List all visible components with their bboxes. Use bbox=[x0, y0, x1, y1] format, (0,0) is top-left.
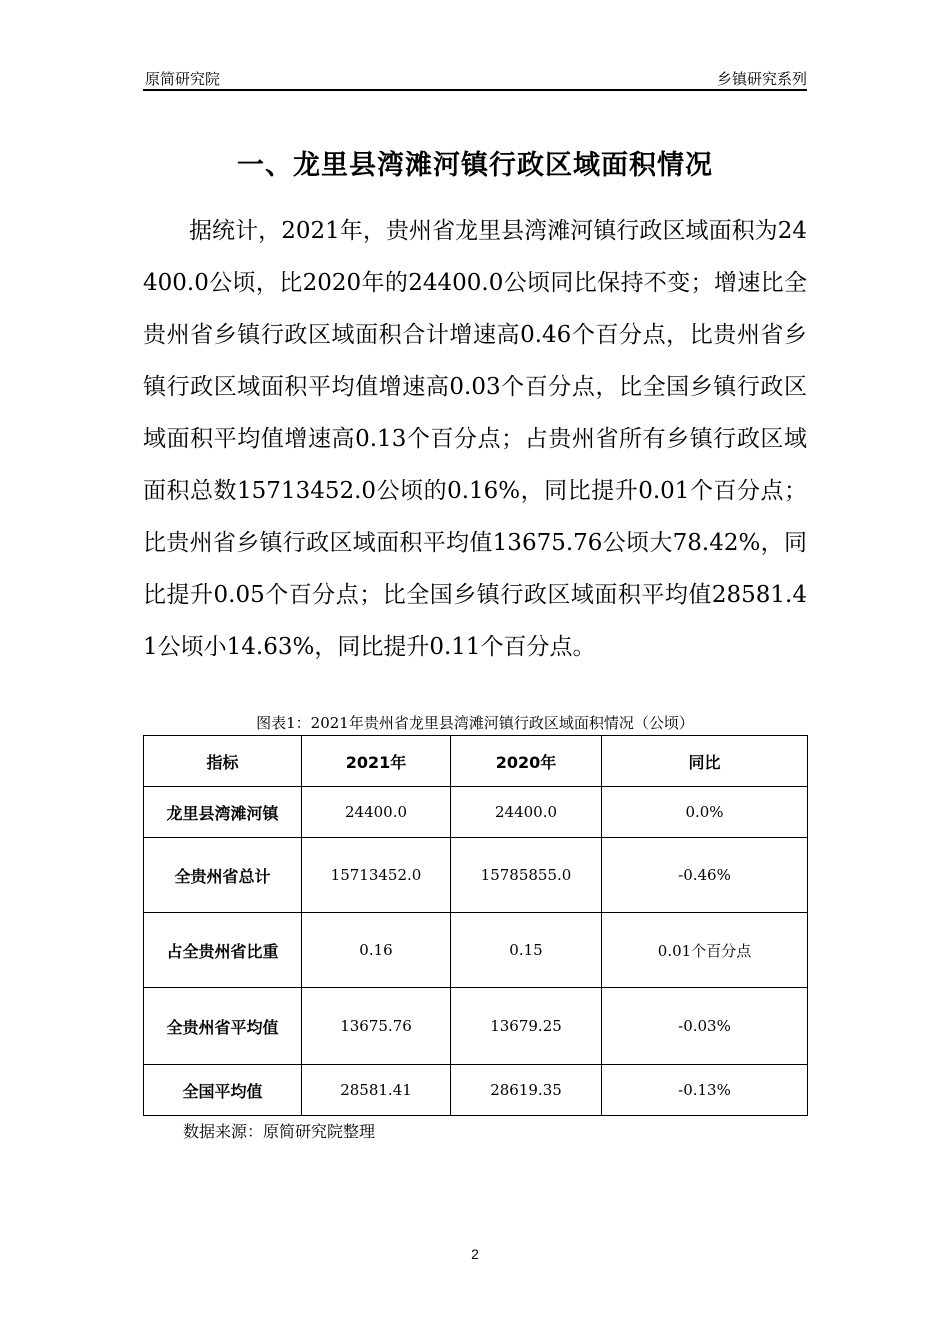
row-label: 全贵州省平均值 bbox=[144, 988, 302, 1065]
cell-2020: 24400.0 bbox=[451, 787, 602, 838]
table-row bbox=[144, 787, 808, 838]
cell-2021: 15713452.0 bbox=[302, 838, 451, 913]
table-caption: 图表1：2021年贵州省龙里县湾滩河镇行政区域面积情况（公顷） bbox=[256, 714, 694, 732]
row-label: 占全贵州省比重 bbox=[144, 913, 302, 988]
header-cell-2021: 2021年 bbox=[302, 736, 451, 787]
cell-yoy: -0.13% bbox=[602, 1065, 808, 1116]
header-right-text: 乡镇研究系列 bbox=[716, 71, 807, 88]
header-divider bbox=[143, 89, 807, 91]
table-row bbox=[144, 988, 808, 1065]
cell-2020: 0.15 bbox=[451, 913, 602, 988]
cell-yoy: 0.0% bbox=[602, 787, 808, 838]
cell-2021: 28581.41 bbox=[302, 1065, 451, 1116]
cell-2020: 13679.25 bbox=[451, 988, 602, 1065]
header-cell-yoy: 同比 bbox=[602, 736, 808, 787]
table-row bbox=[144, 913, 808, 988]
row-label: 全贵州省总计 bbox=[144, 838, 302, 913]
cell-2021: 24400.0 bbox=[302, 787, 451, 838]
data-source-note: 数据来源：原简研究院整理 bbox=[183, 1122, 376, 1141]
section-title: 一、龙里县湾滩河镇行政区域面积情况 bbox=[237, 150, 713, 181]
body-paragraph: 据统计，2021年，贵州省龙里县湾滩河镇行政区域面积为24400.0公顷，比2020年的24400.0公顷同比保持不变；增速比全贵州省乡镇行政区域面积合计增速高0.46个百分点，比贵州省乡镇行政区域面积平均值增速高0.03个百分点，比全国乡镇行政区域面积平均值增速高0.13个百分点；占贵州省所有乡镇行政区域面积总数15713452.0公顷的0.16%，同比提升0.01个百分点；比贵州省乡镇行政区域面积平均值13675.76公顷大78.42%，同比提升0.05个百分点；比全国乡镇行政区域面积平均值28581.41公顷小14.63%，同比提升0.11个百分点。 bbox=[143, 218, 807, 660]
header-cell-indicator: 指标 bbox=[144, 736, 302, 787]
cell-2021: 13675.76 bbox=[302, 988, 451, 1065]
data-table bbox=[143, 735, 808, 1116]
header-cell-2020: 2020年 bbox=[451, 736, 602, 787]
row-label: 全国平均值 bbox=[144, 1065, 302, 1116]
cell-2020: 15785855.0 bbox=[451, 838, 602, 913]
table-row bbox=[144, 838, 808, 913]
table-header-row bbox=[144, 736, 808, 787]
row-label: 龙里县湾滩河镇 bbox=[144, 787, 302, 838]
cell-yoy: 0.01个百分点 bbox=[602, 913, 808, 988]
page-number: 2 bbox=[471, 1246, 479, 1262]
table-row bbox=[144, 1065, 808, 1116]
cell-yoy: -0.46% bbox=[602, 838, 808, 913]
cell-2021: 0.16 bbox=[302, 913, 451, 988]
cell-2020: 28619.35 bbox=[451, 1065, 602, 1116]
header-left-text: 原简研究院 bbox=[145, 71, 221, 88]
cell-yoy: -0.03% bbox=[602, 988, 808, 1065]
